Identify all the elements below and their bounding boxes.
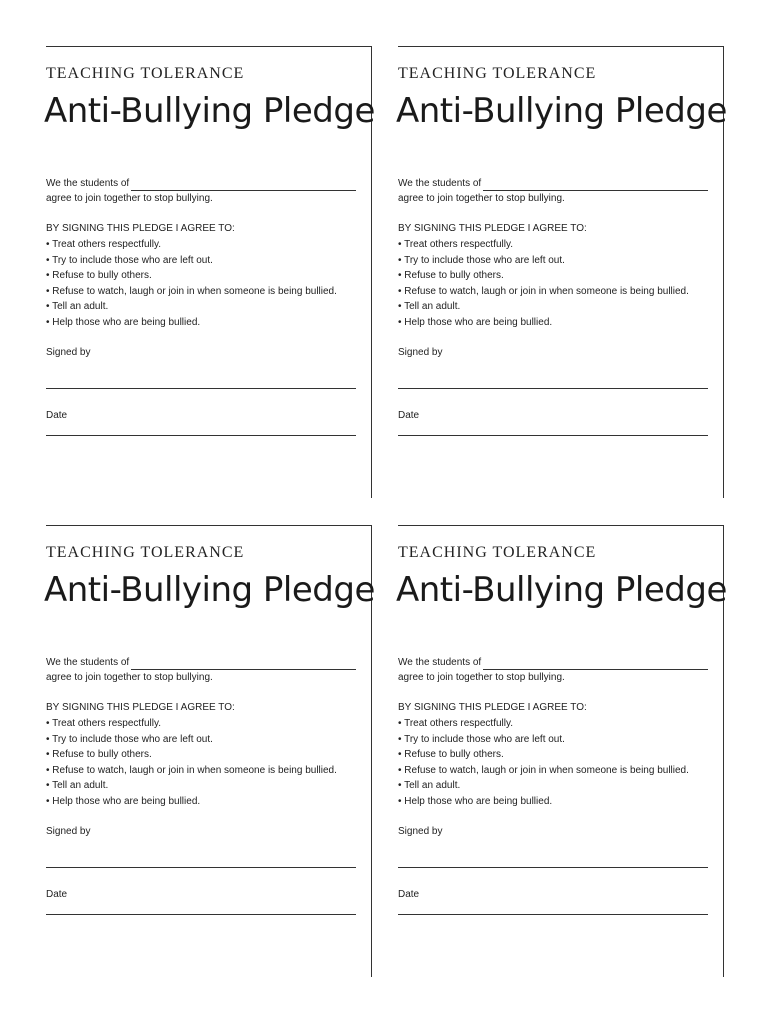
pledge-item: • Help those who are being bullied. (398, 316, 553, 328)
signature-line[interactable] (46, 867, 356, 868)
school-name-blank[interactable] (483, 180, 708, 191)
pledge-item: • Help those who are being bullied. (398, 795, 553, 807)
signed-by-label: Signed by (46, 826, 91, 837)
intro-line (398, 177, 708, 191)
school-name-blank[interactable] (483, 659, 708, 670)
intro-suffix: agree to join together to stop bullying. (46, 193, 213, 204)
pledge-title: Anti-Bullying Pledge (396, 91, 727, 131)
signature-line[interactable] (398, 867, 708, 868)
signed-by-label: Signed by (46, 347, 91, 358)
intro-line (398, 656, 708, 670)
organization-name: TEACHING TOLERANCE (46, 544, 245, 561)
date-line[interactable] (398, 914, 708, 915)
pledge-item: • Refuse to bully others. (46, 270, 152, 282)
pledge-item: • Tell an adult. (46, 301, 109, 313)
organization-name: TEACHING TOLERANCE (398, 65, 597, 82)
pledge-card (396, 46, 727, 498)
pledge-item: • Try to include those who are left out. (46, 733, 213, 745)
pledge-item: • Refuse to bully others. (398, 270, 504, 282)
pledge-card (44, 46, 375, 498)
pledge-item: • Treat others respectfully. (398, 239, 514, 250)
pledge-card (44, 525, 375, 977)
pledge-item: • Try to include those who are left out. (398, 254, 565, 266)
pledge-list (398, 237, 689, 331)
intro-suffix: agree to join together to stop bullying. (398, 193, 565, 204)
school-name-blank[interactable] (131, 180, 356, 191)
intro-prefix: We the students of (46, 657, 130, 668)
organization-name: TEACHING TOLERANCE (46, 65, 245, 82)
pledge-list (46, 716, 337, 810)
date-label: Date (46, 410, 68, 421)
pledge-item: • Try to include those who are left out. (46, 254, 213, 266)
intro-line (46, 656, 356, 670)
pledge-item: • Treat others respectfully. (46, 718, 162, 729)
pledge-item: • Refuse to watch, laugh or join in when someone is being bullied. (398, 285, 689, 297)
pledge-item: • Help those who are being bullied. (46, 795, 201, 807)
date-label: Date (398, 889, 420, 900)
pledge-item: • Refuse to bully others. (398, 749, 504, 761)
signature-line[interactable] (398, 388, 708, 389)
pledge-heading: BY SIGNING THIS PLEDGE I AGREE TO: (46, 223, 235, 234)
intro-prefix: We the students of (398, 178, 482, 189)
pledge-item: • Tell an adult. (398, 301, 461, 313)
pledge-item: • Refuse to bully others. (46, 749, 152, 761)
signed-by-label: Signed by (398, 347, 443, 358)
pledge-card (396, 525, 727, 977)
intro-prefix: We the students of (398, 657, 482, 668)
pledge-item: • Tell an adult. (398, 780, 461, 792)
organization-name: TEACHING TOLERANCE (398, 544, 597, 561)
pledge-list (398, 716, 689, 810)
pledge-item: • Treat others respectfully. (46, 239, 162, 250)
pledge-item: • Treat others respectfully. (398, 718, 514, 729)
pledge-item: • Refuse to watch, laugh or join in when someone is being bullied. (46, 764, 337, 776)
pledge-item: • Refuse to watch, laugh or join in when someone is being bullied. (398, 764, 689, 776)
date-line[interactable] (398, 435, 708, 436)
pledge-title: Anti-Bullying Pledge (44, 570, 375, 610)
date-line[interactable] (46, 435, 356, 436)
date-line[interactable] (46, 914, 356, 915)
intro-prefix: We the students of (46, 178, 130, 189)
pledge-item: • Help those who are being bullied. (46, 316, 201, 328)
pledge-title: Anti-Bullying Pledge (44, 91, 375, 131)
intro-suffix: agree to join together to stop bullying. (398, 672, 565, 683)
pledge-item: • Refuse to watch, laugh or join in when someone is being bullied. (46, 285, 337, 297)
pledge-item: • Tell an adult. (46, 780, 109, 792)
signature-line[interactable] (46, 388, 356, 389)
pledge-heading: BY SIGNING THIS PLEDGE I AGREE TO: (46, 702, 235, 713)
pledge-heading: BY SIGNING THIS PLEDGE I AGREE TO: (398, 223, 587, 234)
intro-suffix: agree to join together to stop bullying. (46, 672, 213, 683)
pledge-heading: BY SIGNING THIS PLEDGE I AGREE TO: (398, 702, 587, 713)
signed-by-label: Signed by (398, 826, 443, 837)
date-label: Date (46, 889, 68, 900)
pledge-item: • Try to include those who are left out. (398, 733, 565, 745)
pledge-list (46, 237, 337, 331)
school-name-blank[interactable] (131, 659, 356, 670)
date-label: Date (398, 410, 420, 421)
intro-line (46, 177, 356, 191)
pledge-title: Anti-Bullying Pledge (396, 570, 727, 610)
